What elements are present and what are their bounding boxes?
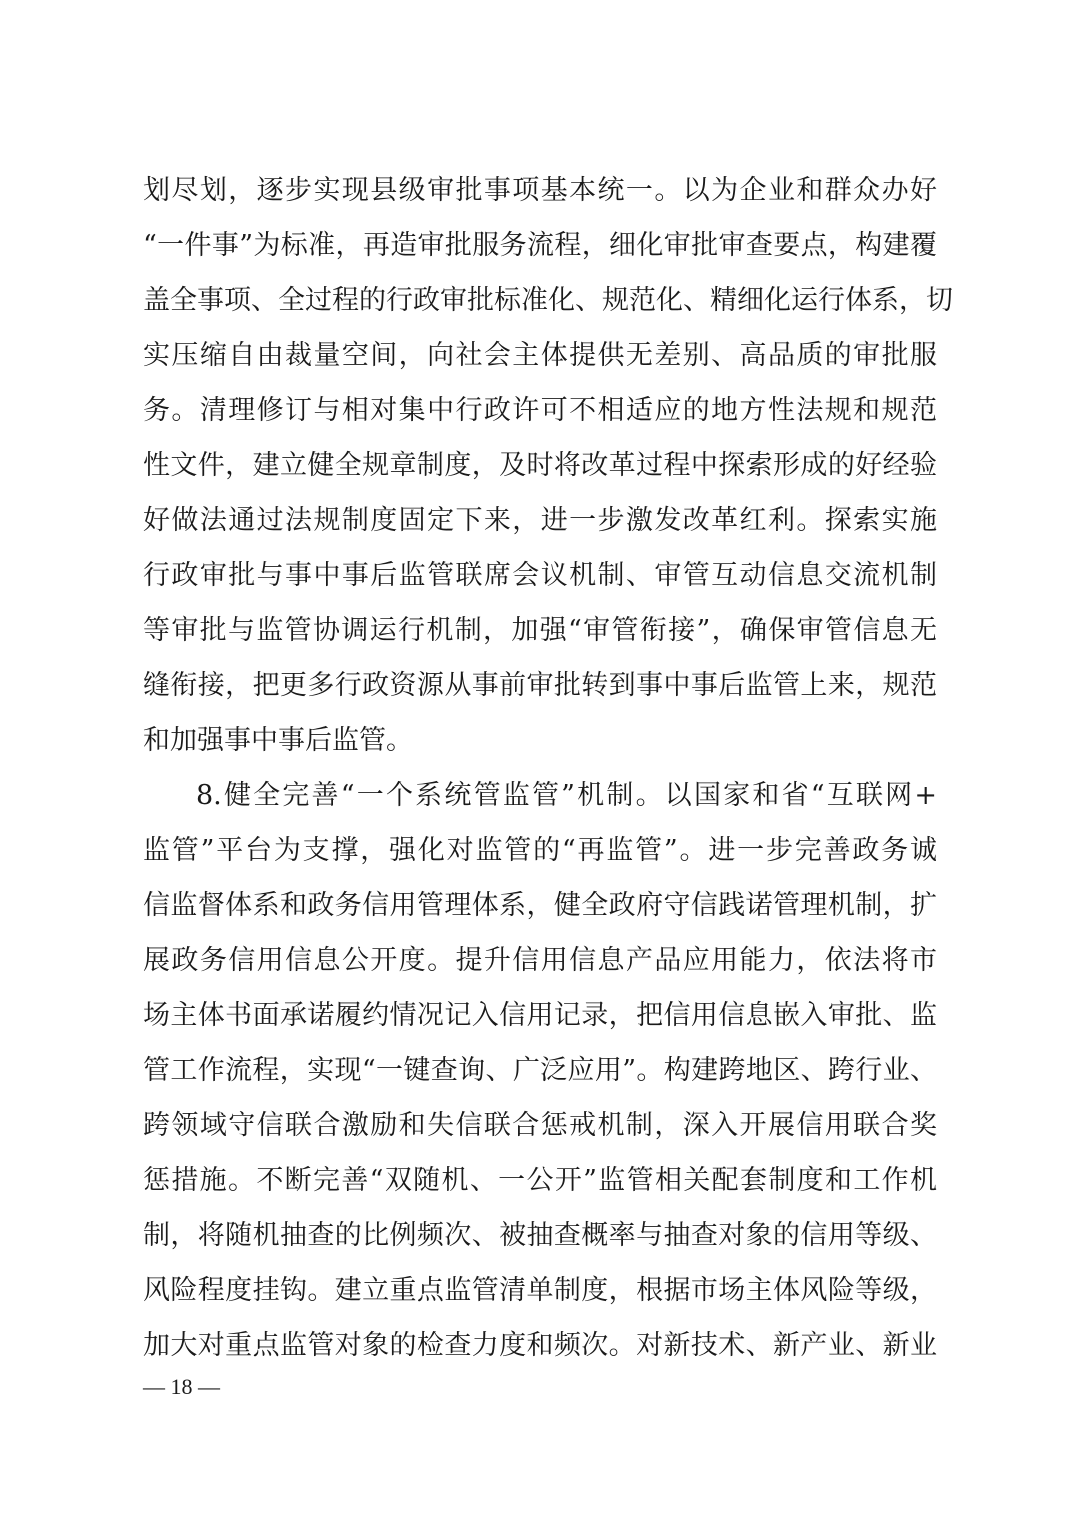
paragraph-2-line-6: 管工作流程，实现“一键查询、广泛应用”。构建跨地区、跨行业、 <box>143 1055 937 1086</box>
paragraph-1-line-6: 性文件，建立健全规章制度，及时将改革过程中探索形成的好经验 <box>143 450 937 481</box>
page-number: — 18 — <box>143 1374 220 1399</box>
paragraph-1-line-4: 实压缩自由裁量空间，向社会主体提供无差别、高品质的审批服 <box>143 340 937 371</box>
paragraph-1-line-5: 务。清理修订与相对集中行政许可不相适应的地方性法规和规范 <box>143 395 937 426</box>
paragraph-2-line-9: 制，将随机抽查的比例频次、被抽查概率与抽查对象的信用等级、 <box>143 1220 937 1251</box>
paragraph-2-line-4: 展政务信用信息公开度。提升信用信息产品应用能力，依法将市 <box>143 945 937 976</box>
paragraph-1-line-1: 划尽划，逐步实现县级审批事项基本统一。以为企业和群众办好 <box>143 175 937 206</box>
paragraph-2-line-5: 场主体书面承诺履约情况记入信用记录，把信用信息嵌入审批、监 <box>143 1000 937 1031</box>
paragraph-2-line-8: 惩措施。不断完善“双随机、一公开”监管相关配套制度和工作机 <box>143 1165 937 1196</box>
paragraph-1-line-2: “一件事”为标准，再造审批服务流程，细化审批审查要点，构建覆 <box>143 230 937 261</box>
paragraph-2-line-10: 风险程度挂钩。建立重点监管清单制度，根据市场主体风险等级， <box>143 1275 937 1306</box>
paragraph-1-line-3: 盖全事项、全过程的行政审批标准化、规范化、精细化运行体系，切 <box>143 285 953 316</box>
paragraph-2-line-2: 监管”平台为支撑，强化对监管的“再监管”。进一步完善政务诚 <box>143 835 937 866</box>
paragraph-2-line-3: 信监督体系和政务信用管理体系，健全政府守信践诺管理机制，扩 <box>143 890 937 921</box>
paragraph-1-line-8: 行政审批与事中事后监管联席会议机制、审管互动信息交流机制 <box>143 560 937 591</box>
paragraph-2-line-1: 8.健全完善“一个系统管监管”机制。以国家和省“互联网+ <box>196 780 937 811</box>
paragraph-1-line-7: 好做法通过法规制度固定下来，进一步激发改革红利。探索实施 <box>143 505 937 536</box>
paragraph-2-line-11: 加大对重点监管对象的检查力度和频次。对新技术、新产业、新业 <box>143 1330 937 1361</box>
paragraph-1-line-10: 缝衔接，把更多行政资源从事前审批转到事中事后监管上来，规范 <box>143 670 937 701</box>
paragraph-1-line-11: 和加强事中事后监管。 <box>143 725 413 756</box>
paragraph-2-line-7: 跨领域守信联合激励和失信联合惩戒机制，深入开展信用联合奖 <box>143 1110 937 1141</box>
paragraph-1-line-9: 等审批与监管协调运行机制，加强“审管衔接”，确保审管信息无 <box>143 615 937 646</box>
